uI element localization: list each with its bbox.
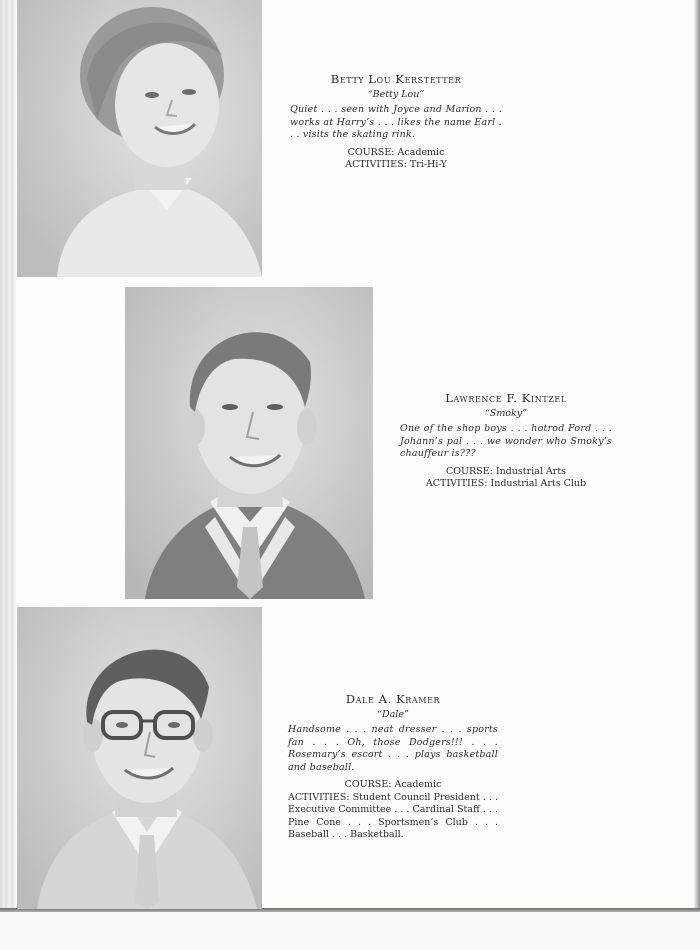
portrait-girl-image: [17, 0, 262, 277]
portrait-photo-1: [17, 0, 262, 277]
student-activities: ACTIVITIES: Student Council President . . . Executive Committee . . . Cardinal Staff . . . Pine Cone . . . Sportsmen’s Club . . . Baseball . . . Basketball.: [288, 791, 498, 840]
student-course: COURSE: Industrial Arts: [445, 465, 567, 477]
student-activities: ACTIVITIES: Tri-Hi-Y: [345, 159, 447, 170]
portrait-photo-2: [125, 287, 373, 599]
portrait-boy-glasses-image: [17, 607, 262, 909]
student-nickname: “Dale”: [377, 709, 409, 720]
student-activities: ACTIVITIES: Industrial Arts Club: [425, 478, 587, 489]
student-description: Handsome . . . neat dresser . . . sports fan . . . Oh, those Dodgers!!! . . . Rosemary’s escort . . . plays basketball and baseball.: [288, 724, 498, 773]
student-nickname: “Betty Lou”: [367, 89, 425, 100]
student-course: COURSE: Academic: [344, 779, 442, 790]
page-edge-left: [0, 0, 16, 912]
page-margin-bottom: [0, 912, 700, 950]
student-name: Lawrence F. Kintzel: [445, 391, 567, 405]
student-course: COURSE: Academic: [347, 146, 445, 158]
portrait-photo-3: [17, 607, 262, 909]
student-name: Dale A. Kramer: [345, 692, 441, 706]
student-entry-1: [290, 73, 502, 172]
student-entry-3: [288, 693, 498, 842]
portrait-boy-image: [125, 287, 373, 599]
student-nickname: “Smoky”: [484, 408, 528, 419]
student-description: Quiet . . . seen with Joyce and Marion . . . works at Harry’s . . . likes the name Earl . . . visits the skating rink.: [290, 104, 502, 140]
student-entry-2: [400, 392, 612, 491]
student-name: Betty Lou Kerstetter: [330, 72, 462, 86]
student-description: One of the shop boys . . . hotrod Ford . . . Johann’s pal . . . we wonder who Smoky’s chauffeur is???: [400, 423, 612, 459]
page-edge-right: [694, 0, 700, 950]
